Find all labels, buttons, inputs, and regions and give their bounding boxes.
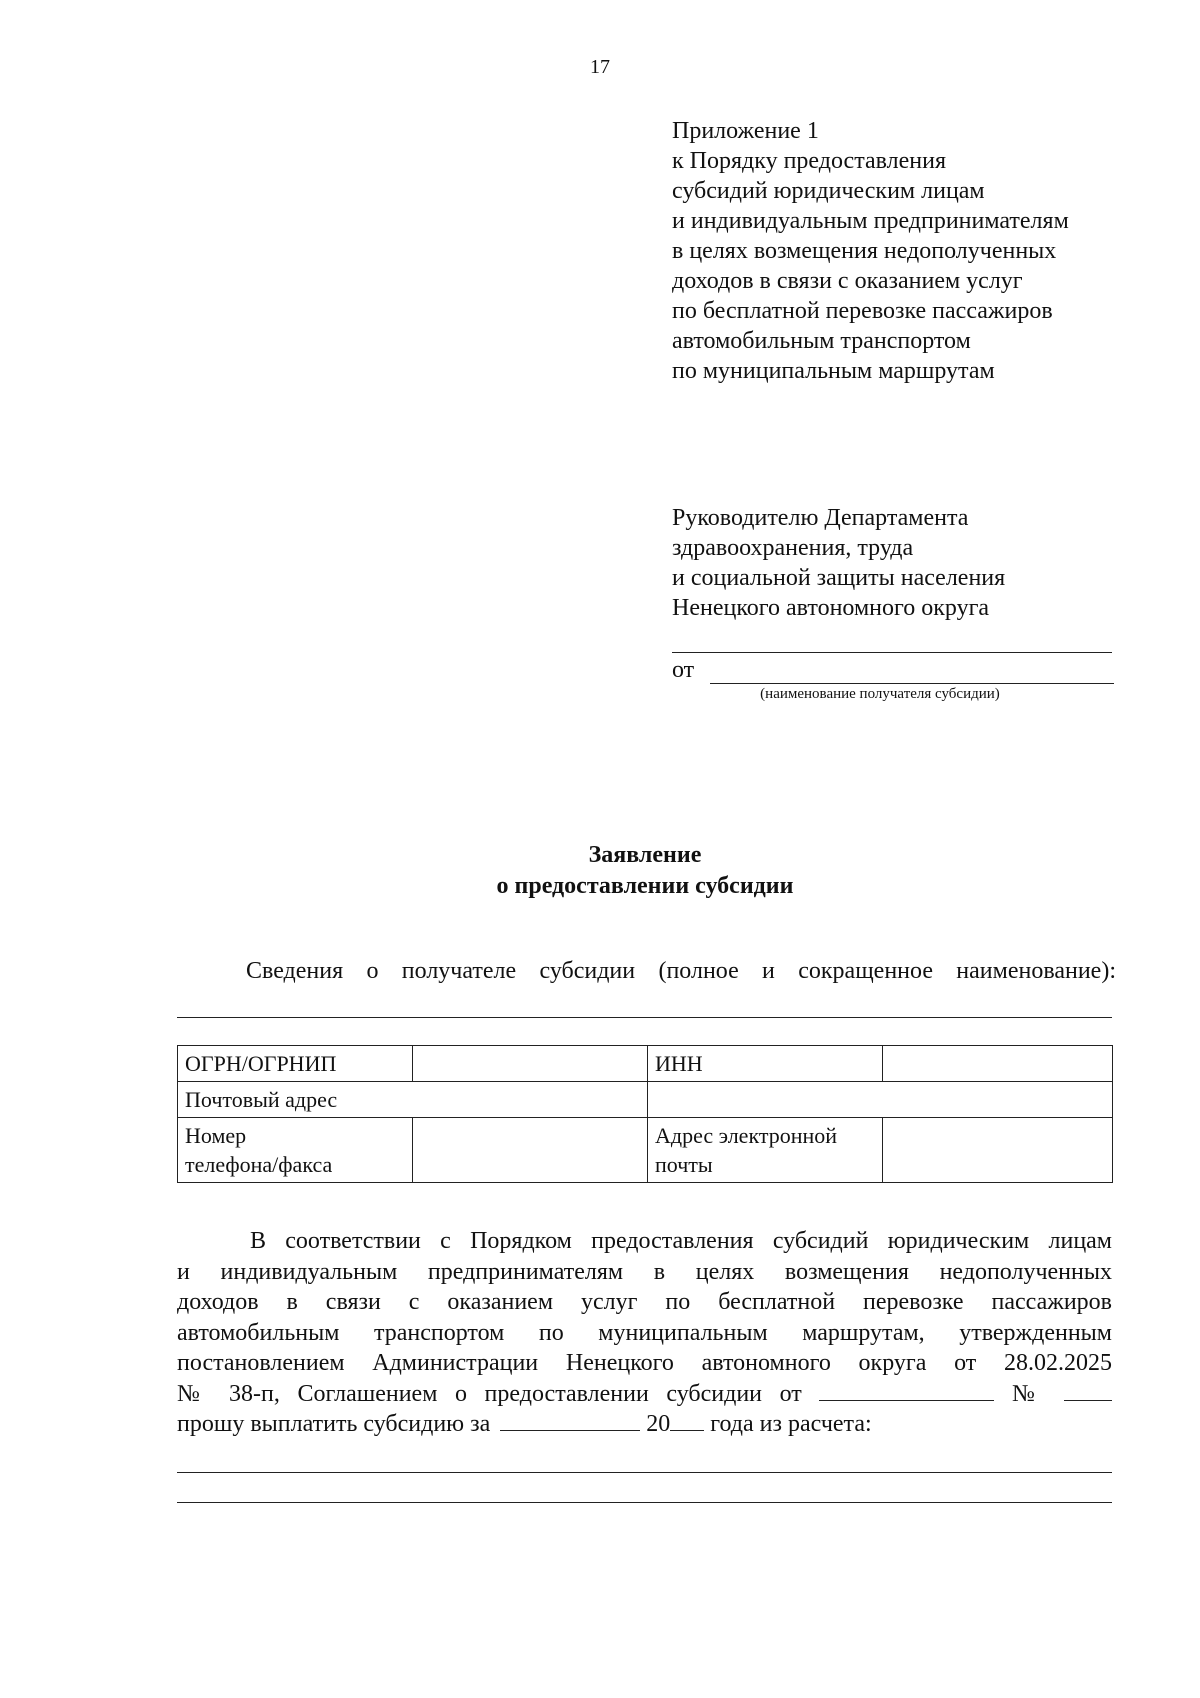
from-label: от	[672, 657, 695, 683]
paragraph-line: В соответствии с Порядком предоставления субсидий юридическим лицам	[250, 1228, 1112, 1254]
postal-address-value-cell[interactable]	[648, 1082, 1113, 1118]
document-title	[0, 840, 1200, 902]
recipient-name-caption: (наименование получателя субсидии)	[760, 686, 1000, 702]
inn-value-cell[interactable]	[883, 1046, 1113, 1082]
appendix-line: в целях возмещения недополученных	[672, 238, 1057, 264]
page-number: 17	[590, 56, 610, 78]
title-line-2: о предоставлении субсидии	[496, 873, 794, 899]
recipient-name-field[interactable]	[710, 683, 1114, 684]
paragraph-line	[177, 1409, 1112, 1440]
appendix-line: Приложение 1	[672, 118, 819, 144]
appendix-line: по муниципальным маршрутам	[672, 358, 995, 384]
addressee-line: Ненецкого автономного округа	[672, 595, 990, 621]
number-sign: №	[1011, 1380, 1047, 1407]
appendix-header	[672, 116, 1069, 386]
ogrn-label: ОГРН/ОГРНИП	[178, 1046, 413, 1082]
paragraph-line: постановлением Администрации Ненецкого автономного округа от 28.02.2025	[177, 1350, 1112, 1376]
appendix-line: доходов в связи с оказанием услуг	[672, 268, 1023, 294]
title-line-1: Заявление	[588, 842, 702, 868]
agreement-text: № 38-п, Соглашением о предоставлении субсидии от	[177, 1380, 802, 1407]
addressee-line: Руководителю Департамента	[672, 505, 969, 531]
phone-label-line-2: телефона/факса	[185, 1152, 333, 1177]
addressee-blank-line[interactable]	[672, 652, 1112, 653]
request-text: прошу выплатить субсидию за	[177, 1411, 491, 1437]
addressee-line: здравоохранения, труда	[672, 535, 914, 561]
year-field[interactable]	[670, 1410, 704, 1431]
email-value-cell[interactable]	[883, 1118, 1113, 1183]
phone-label-line-1: Номер	[185, 1123, 247, 1148]
paragraph-line: доходов в связи с оказанием услуг по бесплатной перевозке пассажиров	[177, 1289, 1112, 1315]
appendix-line: по бесплатной перевозке пассажиров	[672, 298, 1053, 324]
ogrn-value-cell[interactable]	[413, 1046, 648, 1082]
request-paragraph	[177, 1226, 1112, 1440]
addressee-line: и социальной защиты населения	[672, 565, 1006, 591]
agreement-number-field[interactable]	[1064, 1380, 1112, 1401]
paragraph-line: автомобильным транспортом по муниципальным маршрутам, утвержденным	[177, 1319, 1112, 1346]
phone-label	[178, 1118, 413, 1183]
paragraph-line: и индивидуальным предпринимателям в целях возмещения недополученных	[177, 1258, 1112, 1285]
inn-label: ИНН	[648, 1046, 883, 1082]
appendix-line: автомобильным транспортом	[672, 328, 971, 354]
period-field[interactable]	[500, 1410, 640, 1431]
recipient-name-input-line[interactable]	[177, 1017, 1112, 1018]
email-label-line-1: Адрес электронной	[655, 1123, 838, 1148]
email-label-line-2: почты	[655, 1152, 713, 1177]
appendix-line: к Порядку предоставления	[672, 148, 947, 174]
appendix-line: и индивидуальным предпринимателям	[672, 208, 1069, 234]
recipient-info-intro: Сведения о получателе субсидии (полное и сокращенное наименование):	[246, 958, 1116, 984]
email-label	[648, 1118, 883, 1183]
addressee-block	[672, 503, 1005, 623]
agreement-date-field[interactable]	[819, 1380, 994, 1401]
recipient-info-table	[177, 1045, 1113, 1183]
calculation-text: года из расчета:	[710, 1411, 872, 1437]
calculation-line-1[interactable]	[177, 1472, 1112, 1473]
table-row	[178, 1082, 1113, 1118]
calculation-line-2[interactable]	[177, 1502, 1112, 1503]
postal-address-label: Почтовый адрес	[178, 1082, 648, 1118]
appendix-line: субсидий юридическим лицам	[672, 178, 985, 204]
year-prefix: 20	[646, 1411, 671, 1437]
table-row	[178, 1046, 1113, 1082]
table-row	[178, 1118, 1113, 1183]
phone-value-cell[interactable]	[413, 1118, 648, 1183]
paragraph-line	[177, 1379, 1112, 1410]
